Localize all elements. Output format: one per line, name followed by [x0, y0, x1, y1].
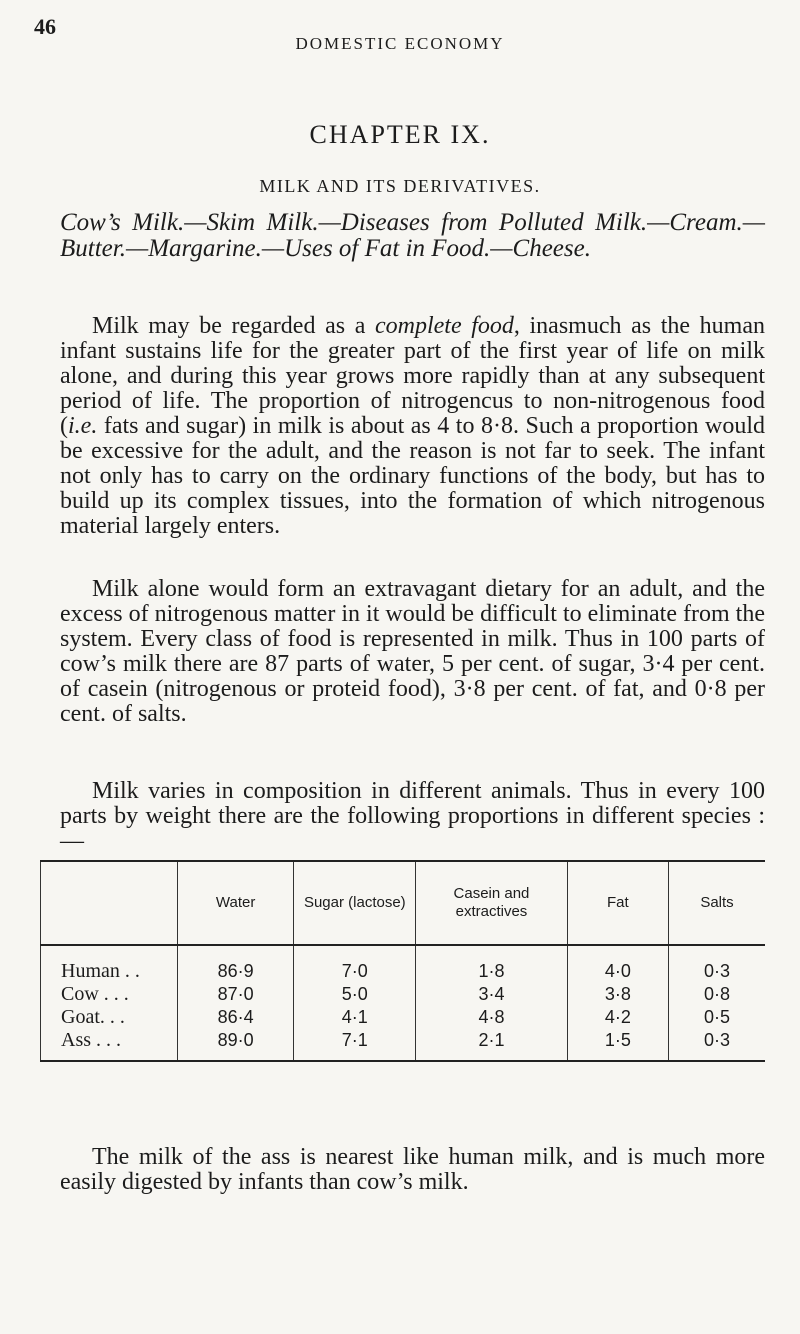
paragraph-complete-food — [60, 314, 765, 539]
chapter-summary: Cow’s Milk.—Skim Milk.—Diseases from Polluted Milk.—Cream.—Butter.—Margarine.—Uses of Fat in Food.—Cheese. — [60, 209, 765, 262]
p1-emphasis-complete-food: complete food — [374, 313, 514, 339]
chapter-subtitle: MILK AND ITS DERIVATIVES. — [259, 176, 541, 196]
table-row — [41, 945, 766, 983]
cell-sugar: 7·0 — [294, 945, 416, 983]
header-water: Water — [177, 861, 293, 945]
p1-emphasis-ie: i.e. — [68, 413, 98, 439]
cell-casein: 2·1 — [416, 1029, 567, 1061]
cell-casein: 4·8 — [416, 1006, 567, 1029]
cell-sugar: 7·1 — [294, 1029, 416, 1061]
cell-water: 86·4 — [177, 1006, 293, 1029]
paragraph-adult-dietary: Milk alone would form an extravagant dietary for an adult, and the excess of nitrogenous matter in it would be difficult to eliminate from the system. Every class of food is represented in milk. Thus in 100 parts of cow’s milk there are 87 parts of water, 5 per cent. of sugar, 3·4 per cent. of casein (nitrogenous or proteid food), 3·8 per cent. of fat, and 0·8 per cent. of salts. — [60, 576, 765, 727]
cell-salts: 0·5 — [669, 1006, 766, 1029]
milk-composition-table — [40, 860, 765, 1062]
cell-water: 87·0 — [177, 983, 293, 1006]
cell-fat: 3·8 — [567, 983, 668, 1006]
cell-casein: 3·4 — [416, 983, 567, 1006]
cell-salts: 0·3 — [669, 945, 766, 983]
cell-fat: 1·5 — [567, 1029, 668, 1061]
p1-text-e: fats and sugar) in milk is about as 4 to 8·8. Such a proportion would be excessive for the adult, and the reason is not far to seek. The infant not only has to carry on the ordinary functions of the body, but has to build up its complex tissues, into the formation of which nitrogenous material largely enters. — [60, 413, 765, 539]
p1-text-a: Milk may be regarded as a — [92, 313, 375, 339]
cell-casein: 1·8 — [416, 945, 567, 983]
paragraph-composition: Milk varies in composition in different animals. Thus in every 100 parts by weight there are the following proportions in different species :— — [60, 778, 765, 854]
table-header-row — [41, 861, 766, 945]
running-head: DOMESTIC ECONOMY — [295, 34, 505, 53]
header-sugar: Sugar (lactose) — [294, 861, 416, 945]
cell-species: Ass . . . — [41, 1029, 178, 1061]
header-salts: Salts — [669, 861, 766, 945]
header-casein: Casein and extractives — [416, 861, 567, 945]
header-species — [41, 861, 178, 945]
cell-sugar: 5·0 — [294, 983, 416, 1006]
table-row — [41, 1029, 766, 1061]
cell-water: 89·0 — [177, 1029, 293, 1061]
cell-sugar: 4·1 — [294, 1006, 416, 1029]
paragraph-ass-milk: The milk of the ass is nearest like human milk, and is much more easily digested by infants than cow’s milk. — [60, 1144, 765, 1195]
header-fat: Fat — [567, 861, 668, 945]
cell-fat: 4·2 — [567, 1006, 668, 1029]
cell-salts: 0·3 — [669, 1029, 766, 1061]
chapter-title: CHAPTER IX. — [309, 120, 491, 149]
table-row — [41, 983, 766, 1006]
cell-species: Cow . . . — [41, 983, 178, 1006]
page-number: 46 — [34, 14, 56, 39]
cell-water: 86·9 — [177, 945, 293, 983]
cell-fat: 4·0 — [567, 945, 668, 983]
cell-species: Goat. . . — [41, 1006, 178, 1029]
p1-text-c: , inasmuch as the human infant sustains life for the greater part of the first year of life on milk alone, and during this year grows more rapidly than at any subsequent period of life. The proportion of nitrogencus to non-nitrogenous food ( — [60, 313, 765, 439]
table-row — [41, 1006, 766, 1029]
cell-salts: 0·8 — [669, 983, 766, 1006]
cell-species: Human . . — [41, 945, 178, 983]
